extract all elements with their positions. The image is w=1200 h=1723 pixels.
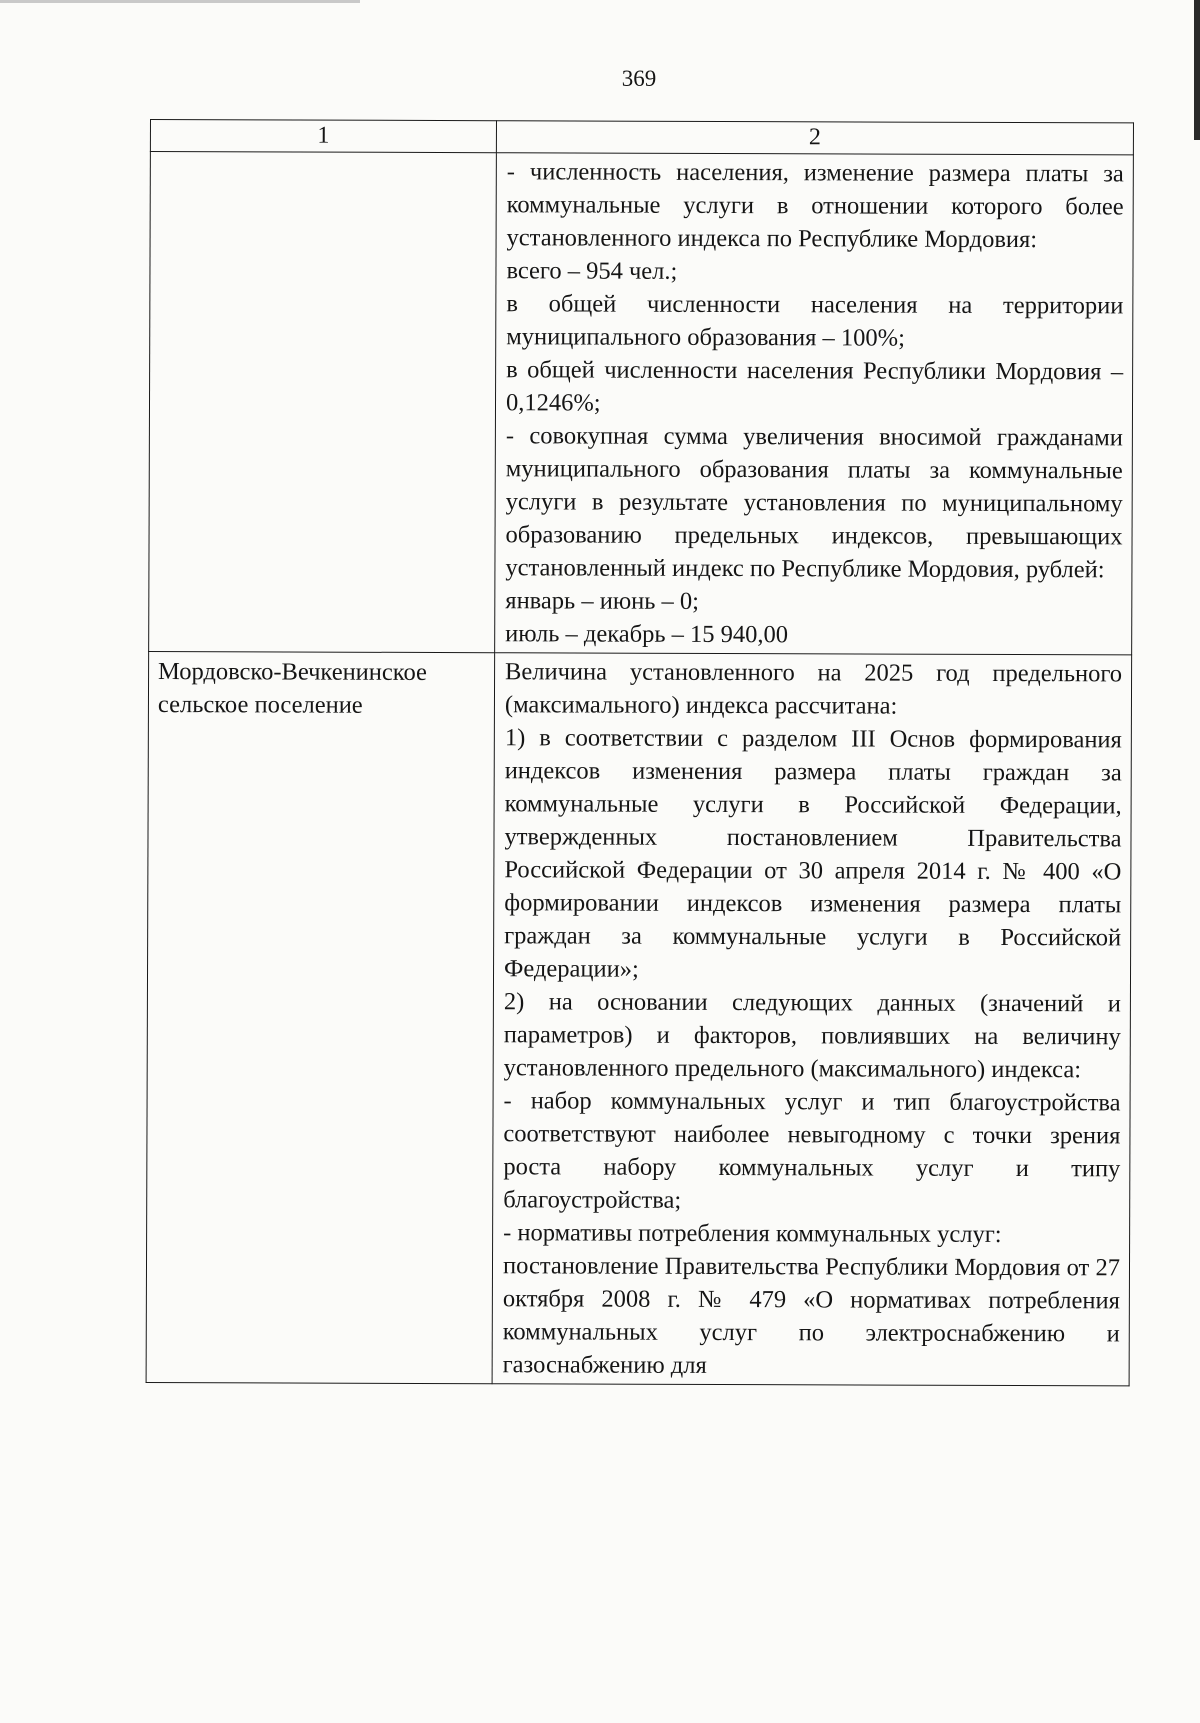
description-cell — [492, 653, 1132, 1386]
table-row — [149, 152, 1134, 655]
column-header-1: 1 — [150, 120, 496, 153]
paragraph: в общей численности населения на территории муниципального образования – 100%; — [506, 290, 1124, 352]
paragraph: 2) на основании следующих данных (значений и параметров) и факторов, повлиявших на величину установленного предельного (максимального) индекса: — [503, 988, 1121, 1084]
paragraph: - совокупная сумма увеличения вносимой гражданами муниципального образования платы за коммунальные услуги в результате установления по муниципальному образованию предельных индексов, превышающих установленный индекс по Республике Мордовия, рублей: — [505, 422, 1123, 584]
paragraph: - численность населения, изменение размера платы за коммунальные услуги в отношении которого более установленного индекса по Республике Мордовия: — [506, 158, 1124, 254]
paragraph: в общей численности населения Республики Мордовия – 0,1246%; — [505, 356, 1124, 417]
description-cell — [495, 153, 1134, 655]
scan-edge-top — [0, 0, 360, 3]
paragraph: всего – 954 чел.; — [506, 257, 678, 285]
municipality-name: Мордовско-Вечкенинское сельское поселение — [157, 658, 427, 719]
table-header-row — [150, 120, 1133, 155]
paragraph: - набор коммунальных услуг и тип благоустройства соответствуют наиболее невыгодному с точки зрения роста набору коммунальных услуг и типу благоустройства; — [503, 1087, 1121, 1214]
municipality-cell — [149, 152, 497, 653]
paragraph: июль – декабрь – 15 940,00 — [505, 620, 789, 649]
paragraph: постановление Правительства Республики Мордовия от 27 октября 2008 г. № 479 «О нормативах потребления коммунальных услуг по электроснабжению и газоснабжению для — [502, 1252, 1121, 1379]
paragraph: Величина установленного на 2025 год предельного (максимального) индекса рассчитана: — [504, 658, 1123, 720]
page-number: 369 — [621, 66, 657, 91]
municipality-cell — [146, 651, 495, 1383]
document-table — [146, 119, 1134, 1386]
paragraph: 1) в соответствии с разделом III Основ формирования индексов изменения размера платы граждан за коммунальные услуги в Российской Федерации, утвержденных постановлением Правительства Российской Федерации от 30 апреля 2014 г. № 400 «О формировании индексов изменения размера платы граждан за коммунальные услуги в Российской Федерации»; — [503, 724, 1122, 983]
paragraph: январь – июнь – 0; — [505, 587, 700, 615]
table-row — [146, 651, 1132, 1385]
column-header-2: 2 — [496, 121, 1133, 155]
paragraph: - нормативы потребления коммунальных услуг: — [503, 1219, 1002, 1248]
